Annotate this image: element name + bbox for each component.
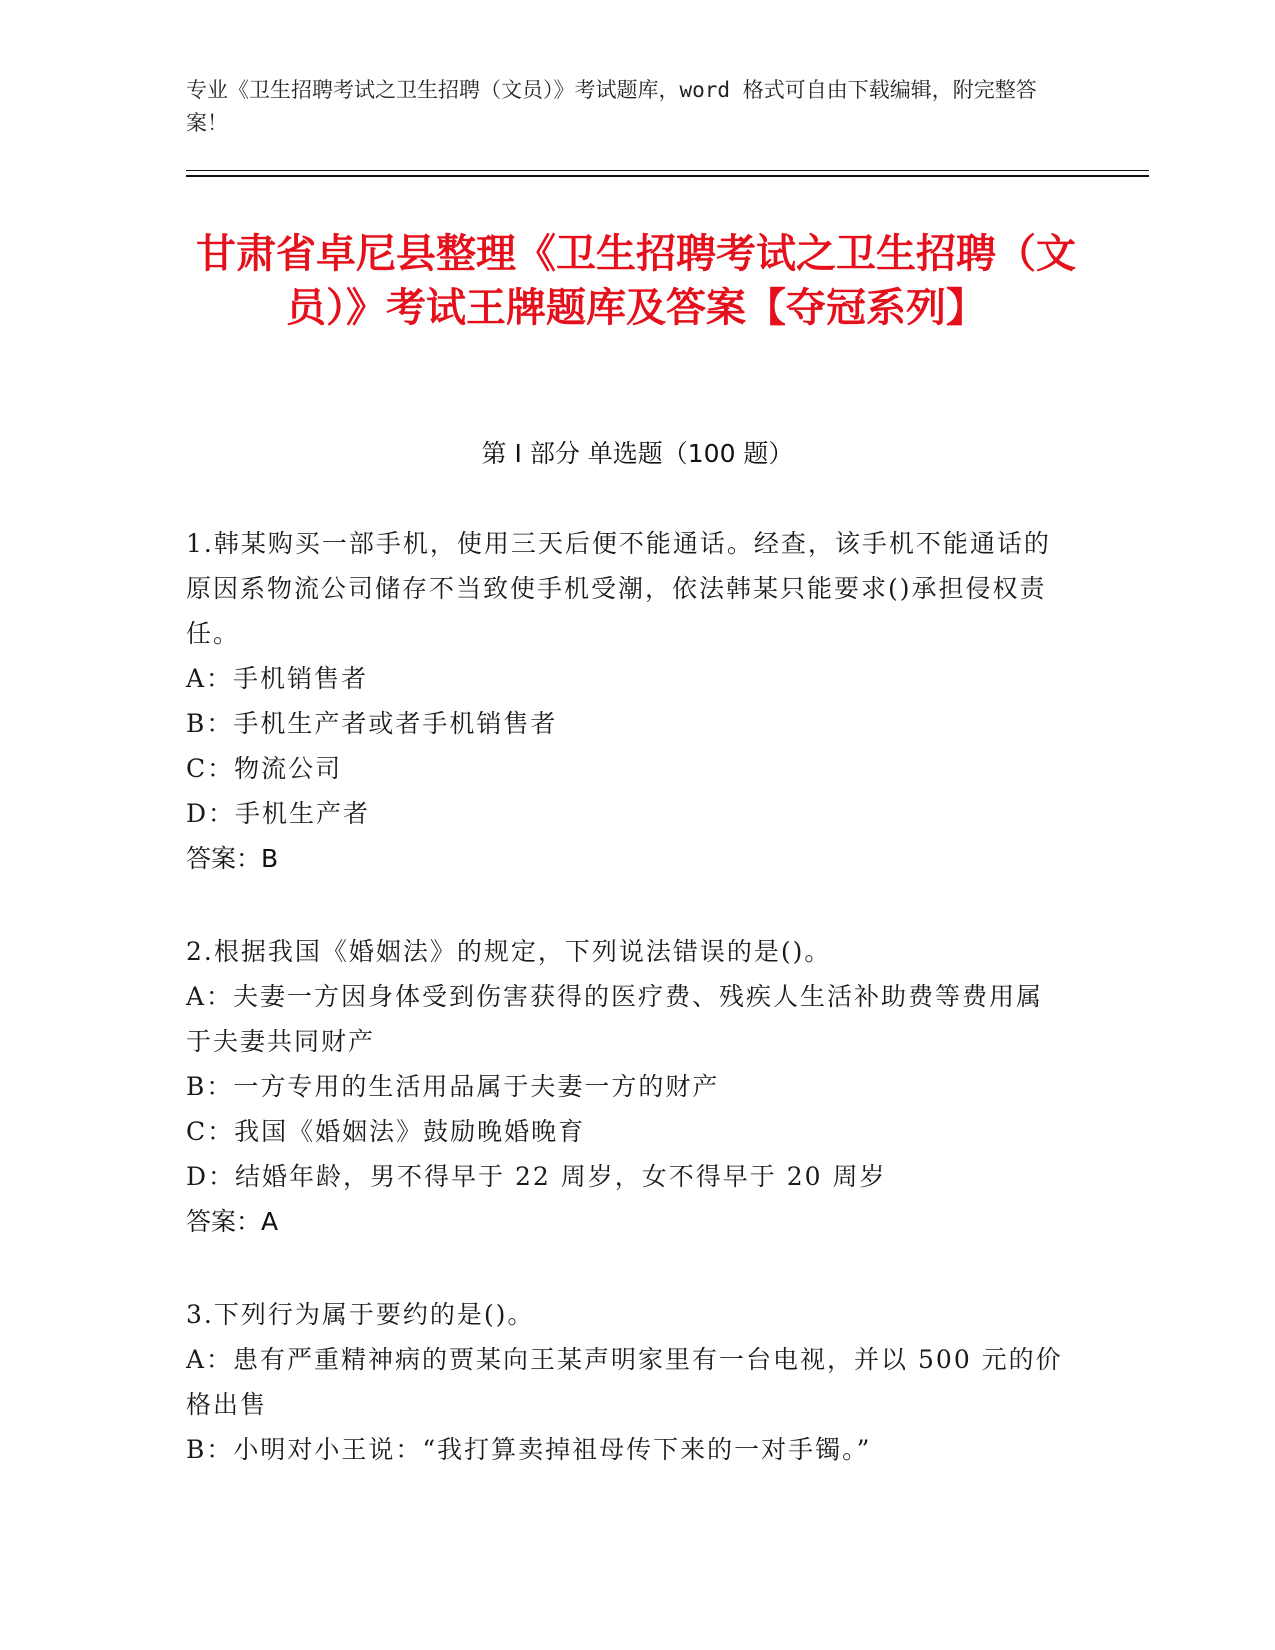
header-divider-thick bbox=[186, 175, 1149, 177]
question-item bbox=[186, 521, 1066, 881]
header-note: 专业《卫生招聘考试之卫生招聘（文员）》考试题库，word 格式可自由下载编辑，附完整答案！ bbox=[186, 78, 1037, 135]
option-b: B：一方专用的生活用品属于夫妻一方的财产 bbox=[186, 1072, 720, 1101]
question-item bbox=[186, 929, 1066, 1244]
option-d: D：手机生产者 bbox=[186, 799, 371, 828]
option-a: A：手机销售者 bbox=[186, 664, 369, 693]
option-b: B：手机生产者或者手机销售者 bbox=[186, 709, 558, 738]
question-item bbox=[186, 1292, 1066, 1472]
document-title: 甘肃省卓尼县整理《卫生招聘考试之卫生招聘（文员）》考试王牌题库及答案【夺冠系列】 bbox=[196, 231, 1076, 331]
question-stem: 3.下列行为属于要约的是()。 bbox=[186, 1300, 535, 1329]
section-heading: 第 I 部分 单选题（100 题） bbox=[481, 439, 794, 468]
option-c: C：我国《婚姻法》鼓励晚婚晚育 bbox=[186, 1117, 586, 1146]
option-c: C：物流公司 bbox=[186, 754, 343, 783]
question-stem: 1.韩某购买一部手机，使用三天后便不能通话。经查，该手机不能通话的原因系物流公司储存不当致使手机受潮，依法韩某只能要求()承担侵权责任。 bbox=[186, 529, 1051, 648]
option-b: B：小明对小王说：“我打算卖掉祖母传下来的一对手镯。” bbox=[186, 1435, 872, 1464]
header-divider-thin bbox=[186, 170, 1149, 171]
option-a: A：患有严重精神病的贾某向王某声明家里有一台电视，并以 500 元的价格出售 bbox=[186, 1345, 1063, 1419]
answer-line: 答案：B bbox=[186, 844, 279, 873]
answer-line: 答案：A bbox=[186, 1207, 279, 1236]
option-d: D：结婚年龄，男不得早于 22 周岁，女不得早于 20 周岁 bbox=[186, 1162, 887, 1191]
question-list bbox=[186, 521, 1066, 1520]
question-stem: 2.根据我国《婚姻法》的规定，下列说法错误的是()。 bbox=[186, 937, 832, 966]
option-a: A：夫妻一方因身体受到伤害获得的医疗费、残疾人生活补助费等费用属于夫妻共同财产 bbox=[186, 982, 1044, 1056]
